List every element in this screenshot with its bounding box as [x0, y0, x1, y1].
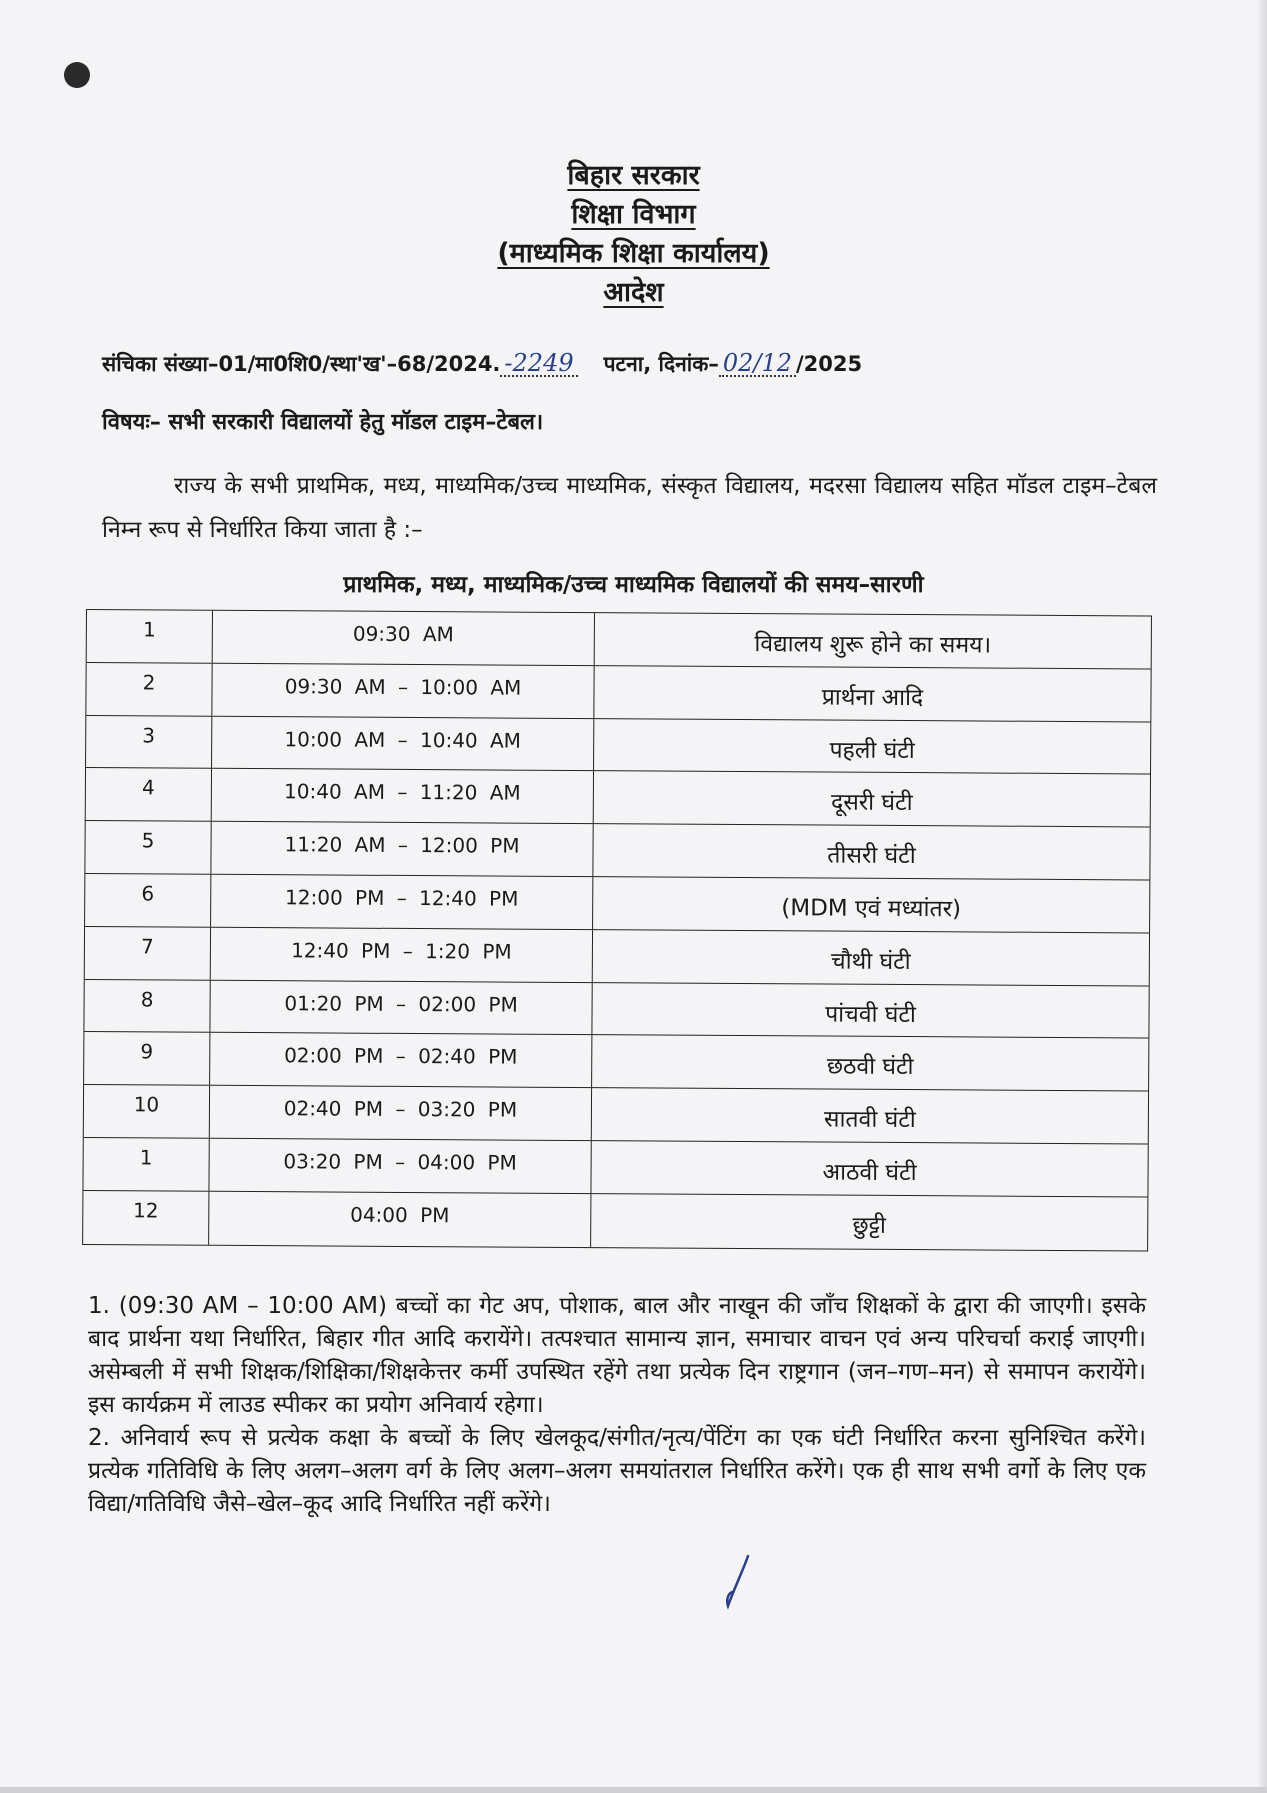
timetable [82, 609, 1152, 1251]
order-title: आदेश [603, 277, 664, 308]
activity: चौथी घंटी [830, 948, 911, 975]
government-name: बिहार सरकार [567, 160, 700, 191]
activity: छुट्टी [852, 1212, 886, 1239]
table-row [84, 1032, 1148, 1091]
punch-hole [64, 62, 90, 88]
table-row [85, 927, 1149, 986]
time-slot: 10:40 AM – 11:20 AM [212, 769, 594, 823]
serial-number: 5 [85, 821, 211, 874]
serial-number: 9 [84, 1032, 210, 1085]
activity: प्रार्थना आदि [821, 684, 924, 711]
notes [88, 1290, 1146, 1521]
table-row [85, 874, 1149, 933]
note-2: 2. अनिवार्य रूप से प्रत्येक कक्षा के बच्चों के लिए खेलकूद/संगीत/नृत्य/पेंटिंग का एक घंटी निर्धारित करना सुनिश्चित करेंगे। प्रत्येक गतिविधि के लिए अलग–अलग वर्ग के लिए अलग–अलग समयांतराल निर्धारित करेंगे। एक ही साथ सभी वर्गो के लिए एक विद्या/गतिविधि जैसे–खेल–कूद आदि निर्धारित नहीं करेंगे। [88, 1425, 1146, 1517]
note-1: 1. (09:30 AM – 10:00 AM) बच्चों का गेट अप, पोशाक, बाल और नाखून की जाँच शिक्षकों के द्वारा की जाएगी। इसके बाद प्रार्थना यथा निर्धारित, बिहार गीत आदि करायेंगे। तत्पश्चात सामान्य ज्ञान, समाचार वाचन एवं अन्य परिचर्चा कराई जाएगी। असेम्बली में सभी शिक्षक/शिक्षिका/शिक्षकेत्तर कर्मी उपस्थित रहेंगे तथा प्रत्येक दिन राष्ट्रगान (जन–गण–मन) से समापन करायेंगे। इस कार्यक्रम में लाउड स्पीकर का प्रयोग अनिवार्य रहेगा। [88, 1293, 1146, 1418]
activity: (MDM एवं मध्यांतर) [781, 895, 962, 923]
serial-number: 8 [84, 980, 210, 1033]
serial-number: 6 [85, 874, 211, 927]
serial-number: 10 [84, 1085, 210, 1138]
time-slot: 04:00 PM [209, 1192, 591, 1247]
activity: तीसरी घंटी [827, 842, 916, 870]
date-handwritten: 02/12 [719, 351, 796, 377]
time-slot: 02:00 PM – 02:40 PM [210, 1033, 592, 1087]
table-title: प्राथमिक, मध्य, माध्यमिक/उच्च माध्यमिक विद्यालयों की समय–सारणी [343, 572, 924, 598]
scan-border [0, 1787, 1267, 1793]
time-slot: 10:00 AM – 10:40 AM [212, 716, 594, 770]
reference-line [102, 350, 1132, 378]
activity: पहली घंटी [829, 737, 915, 764]
activity: दूसरी घंटी [830, 789, 913, 817]
time-slot: 12:40 PM – 1:20 PM [211, 928, 593, 982]
serial-number: 4 [86, 768, 212, 821]
serial-number: 1 [83, 1138, 209, 1191]
file-prefix: संचिका संख्या–01/मा0शि0/स्था'ख'–68/2024. [102, 352, 501, 376]
intro-paragraph: राज्य के सभी प्राथमिक, मध्य, माध्यमिक/उच्च माध्यमिक, संस्कृत विद्यालय, मदरसा विद्यालय सहित मॉडल टाइम–टेबल निम्न रूप से निर्धारित किया जाता है :– [102, 473, 1157, 543]
serial-number: 7 [85, 927, 211, 980]
table-row [85, 821, 1149, 880]
serial-number: 12 [83, 1191, 209, 1245]
table-row [83, 1191, 1147, 1250]
activity: पांचवी घंटी [825, 1001, 917, 1028]
table-row [87, 610, 1151, 669]
activity: आठवी घंटी [822, 1159, 917, 1187]
serial-number: 1 [87, 610, 213, 663]
letterhead [0, 156, 1267, 312]
table-row [86, 716, 1150, 775]
table-row [86, 663, 1150, 722]
time-slot: 12:00 PM – 12:40 PM [211, 875, 593, 929]
time-slot: 09:30 AM [213, 611, 595, 665]
department-name: शिक्षा विभाग [571, 199, 696, 230]
serial-number: 2 [86, 663, 212, 716]
activity: विद्यालय शुरू होने का समय। [754, 631, 992, 659]
time-slot: 11:20 AM – 12:00 PM [211, 822, 593, 876]
table-row [86, 768, 1150, 827]
table-row [83, 1138, 1147, 1197]
time-slot: 02:40 PM – 03:20 PM [210, 1086, 592, 1140]
office-name: (माध्यमिक शिक्षा कार्यालय) [497, 238, 770, 269]
file-number-handwritten: -2249 [500, 351, 577, 377]
handwritten-tick-mark [722, 1554, 754, 1610]
subject-line: विषयः– सभी सरकारी विद्यालयों हेतु मॉडल टाइम–टेबल। [102, 410, 544, 435]
year-suffix: /2025 [796, 352, 863, 376]
activity: सातवी घंटी [823, 1106, 916, 1134]
time-slot: 01:20 PM – 02:00 PM [210, 980, 592, 1034]
table-row [84, 980, 1148, 1039]
activity: छठवी घंटी [826, 1053, 914, 1081]
place-label: पटना, दिनांक– [603, 352, 719, 376]
serial-number: 3 [86, 716, 212, 769]
table-row [84, 1085, 1148, 1144]
time-slot: 09:30 AM – 10:00 AM [212, 664, 594, 718]
time-slot: 03:20 PM – 04:00 PM [209, 1139, 591, 1193]
